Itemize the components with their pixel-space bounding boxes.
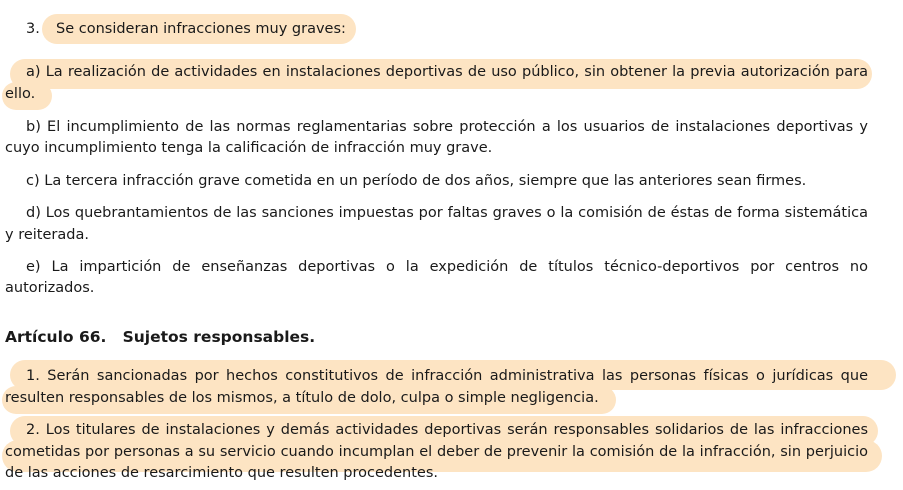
item-d-line2: y reiterada.	[5, 227, 89, 243]
p2-line1: 2. Los titulares de instalaciones y demás actividades deportivas serán responsables solidarios de las infracciones	[26, 422, 868, 438]
p1-line1: 1. Serán sancionadas por hechos constitutivos de infracción administrativa las personas físicas o jurídicas que	[26, 368, 868, 384]
section3-number: 3.	[26, 21, 40, 37]
p2-line3: de las acciones de resarcimiento que resulten procedentes.	[5, 465, 438, 481]
item-e-line1: e) La impartición de enseñanzas deportivas o la expedición de títulos técnico-deportivos por centros no	[26, 259, 868, 275]
p2-line2: cometidas por personas a su servicio cuando incumplan el deber de prevenir la comisión de la infracción, sin perjuicio	[5, 444, 868, 460]
section3-title: Se consideran infracciones muy graves:	[56, 21, 346, 37]
item-b-line2: cuyo incumplimiento tenga la calificación de infracción muy grave.	[5, 140, 493, 156]
item-a-line2: ello.	[5, 86, 36, 102]
item-c-line1: c) La tercera infracción grave cometida en un período de dos años, siempre que las anteriores sean firmes.	[26, 173, 807, 189]
item-b-line1: b) El incumplimiento de las normas reglamentarias sobre protección a los usuarios de instalaciones deportivas y	[26, 119, 868, 135]
p1-line2: resulten responsables de los mismos, a título de dolo, culpa o simple negligencia.	[5, 390, 599, 406]
item-e-line2: autorizados.	[5, 280, 95, 296]
item-d-line1: d) Los quebrantamientos de las sanciones impuestas por faltas graves o la comisión de éstas de forma sistemática	[26, 205, 868, 221]
item-a-line1: a) La realización de actividades en instalaciones deportivas de uso público, sin obtener la previa autorización para	[26, 64, 868, 80]
article-heading: Artículo 66. Sujetos responsables.	[5, 328, 316, 346]
